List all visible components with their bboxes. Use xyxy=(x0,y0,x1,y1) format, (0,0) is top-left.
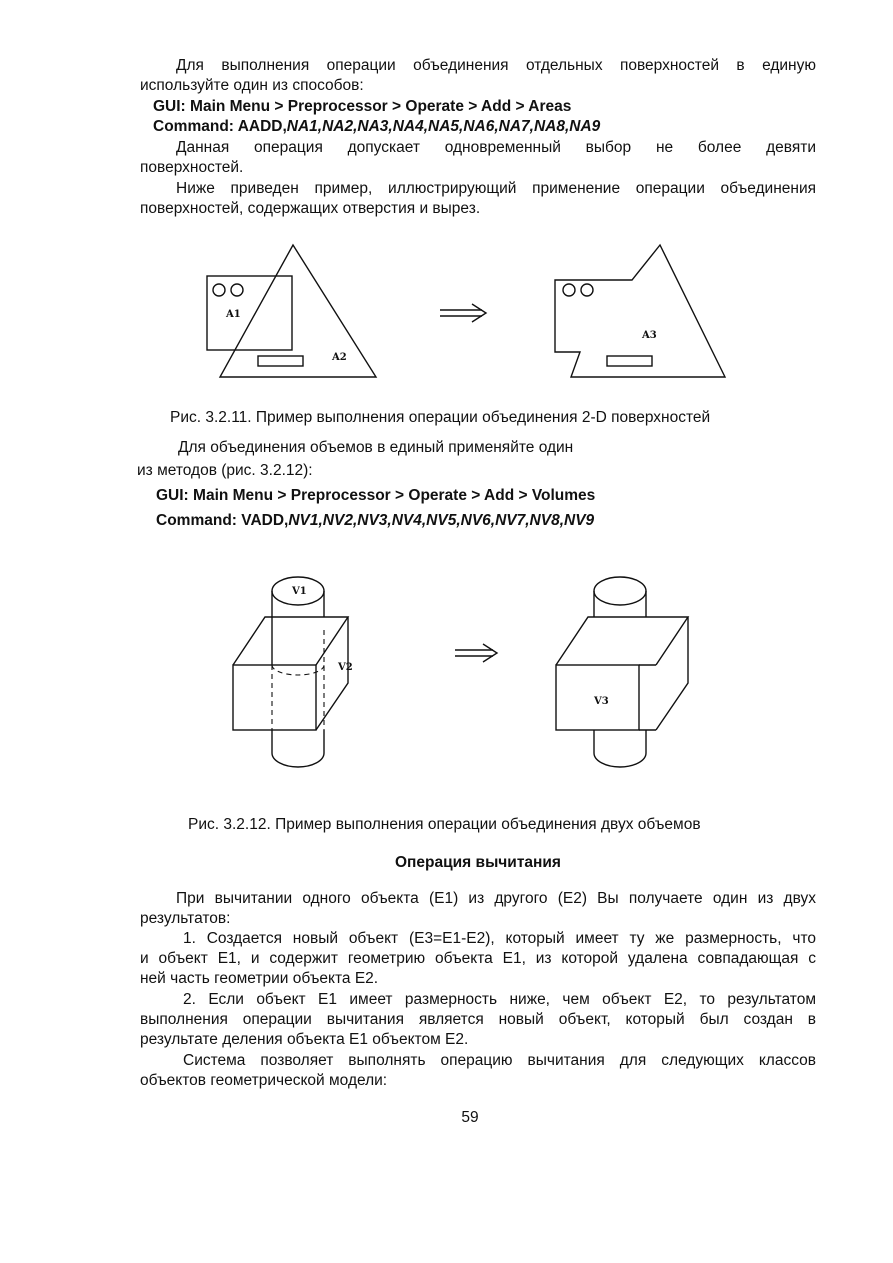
command-args: NA1,NA2,NA3,NA4,NA5,NA6,NA7,NA8,NA9 xyxy=(286,118,601,135)
paragraph-line: выполнения операции вычитания является новый объект, который был создан в xyxy=(140,1011,816,1028)
label-a2: A2 xyxy=(332,352,347,363)
section-heading: Операция вычитания xyxy=(395,854,561,871)
paragraph-line: 2. Если объект E1 имеет размерность ниже, чем объект E2, то результатом xyxy=(183,991,816,1008)
paragraph-line: используйте один из способов: xyxy=(140,77,364,94)
label-v3: V3 xyxy=(594,696,609,707)
paragraph-line: из методов (рис. 3.2.12): xyxy=(137,462,313,479)
gui-prefix: GUI: xyxy=(156,487,189,504)
page-number: 59 xyxy=(461,1109,479,1126)
command-line xyxy=(153,117,829,137)
hole-circle xyxy=(213,284,225,296)
paragraph-line: результатов: xyxy=(140,910,231,927)
area-a3-union xyxy=(555,245,725,377)
volume-v3 xyxy=(556,617,688,730)
label-a1: A1 xyxy=(226,309,241,320)
command-prefix: Command: xyxy=(156,512,237,529)
command-line xyxy=(156,511,832,531)
label-v1: V1 xyxy=(292,586,307,597)
paragraph-line: поверхностей, содержащих отверстия и вырез. xyxy=(140,200,481,217)
paragraph-line: Система позволяет выполнять операцию вычитания для следующих классов xyxy=(183,1052,816,1069)
command-name: AADD, xyxy=(237,118,287,135)
area-a2-triangle xyxy=(220,245,376,377)
cylinder-v1-bottom xyxy=(272,730,324,767)
figure-volume-union xyxy=(225,570,705,780)
figure-area-union xyxy=(200,238,740,388)
gui-prefix: GUI: xyxy=(153,98,186,115)
slot-rectangle xyxy=(258,356,303,366)
gui-path-line xyxy=(153,97,829,117)
command-name: VADD, xyxy=(241,512,289,529)
paragraph-line: объектов геометрической модели: xyxy=(140,1072,388,1089)
paragraph-line: Для объединения объемов в единый применяйте один xyxy=(178,439,574,456)
paragraph-line: поверхностей. xyxy=(140,159,244,176)
figure-caption: Рис. 3.2.11. Пример выполнения операции объединения 2-D поверхностей xyxy=(170,409,711,426)
paragraph-line: Ниже приведен пример, иллюстрирующий применение операции объединения xyxy=(176,180,816,197)
gui-path: Main Menu > Preprocessor > Operate > Add > Volumes xyxy=(193,487,596,504)
paragraph-line: и объект E1, и содержит геометрию объекта E1, из которой удалена совпадающая с xyxy=(140,950,816,967)
hole-circle xyxy=(231,284,243,296)
paragraph-line: результате деления объекта E1 объектом E2. xyxy=(140,1031,469,1048)
paragraph-line: При вычитании одного объекта (E1) из другого (E2) Вы получаете один из двух xyxy=(176,890,816,907)
paragraph-line: 1. Создается новый объект (E3=E1-E2), который имеет ту же размерность, что xyxy=(183,930,816,947)
box-v2 xyxy=(233,617,348,730)
paragraph-line: ней часть геометрии объекта E2. xyxy=(140,970,379,987)
label-v2: V2 xyxy=(338,662,353,673)
hole-circle xyxy=(581,284,593,296)
command-args: NV1,NV2,NV3,NV4,NV5,NV6,NV7,NV8,NV9 xyxy=(288,512,595,529)
label-a3: A3 xyxy=(642,330,657,341)
command-prefix: Command: xyxy=(153,118,234,135)
slot-rectangle xyxy=(607,356,652,366)
hole-circle xyxy=(563,284,575,296)
gui-path-line xyxy=(156,486,832,506)
paragraph-line: Данная операция допускает одновременный выбор не более девяти xyxy=(176,139,816,156)
figure-caption: Рис. 3.2.12. Пример выполнения операции объединения двух объемов xyxy=(188,816,701,833)
gui-path: Main Menu > Preprocessor > Operate > Add > Areas xyxy=(190,98,572,115)
area-a1-rectangle xyxy=(207,276,292,350)
cylinder-v3-bottom xyxy=(594,730,646,767)
arrow-icon xyxy=(455,644,497,662)
arrow-icon xyxy=(440,304,486,322)
paragraph-line: Для выполнения операции объединения отдельных поверхностей в единую xyxy=(176,57,816,74)
